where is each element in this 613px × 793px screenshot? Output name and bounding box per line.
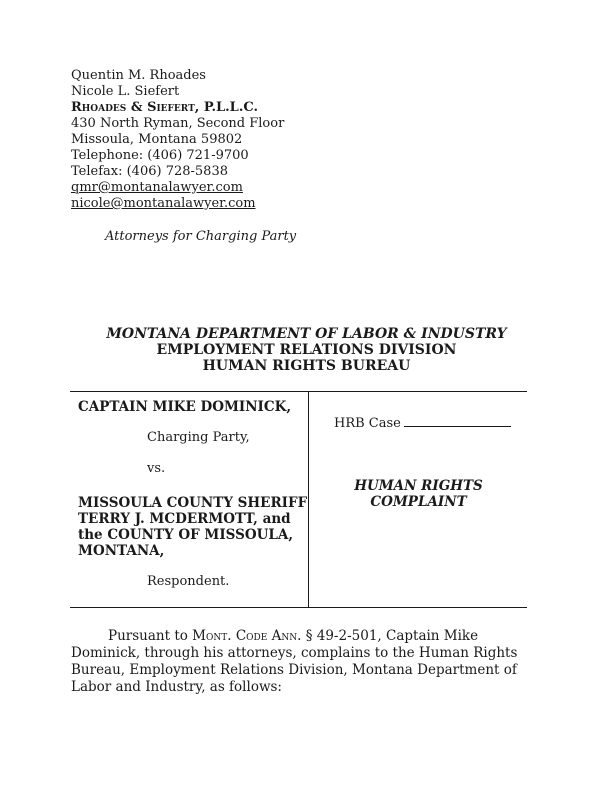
telephone: Telephone: (406) 721-9700 <box>71 148 249 163</box>
hrb-case-label: HRB Case <box>334 416 401 431</box>
attorney-name: Nicole L. Siefert <box>71 84 180 99</box>
statute-citation: Mont. Code Ann. <box>192 628 302 644</box>
intro-text-continued: § 49-2-501, Captain Mike Dominick, through his attorneys, complains to the Human Rights Bureau, Employment Relations Division, Montana Department of Labor and Industry, as follows: <box>71 628 518 695</box>
charging-party-name: CAPTAIN MIKE DOMINICK, <box>78 399 292 415</box>
case-number-blank <box>404 414 511 427</box>
agency-name: MONTANA DEPARTMENT OF LABOR & INDUSTRY <box>106 326 507 342</box>
bureau-name: HUMAN RIGHTS BUREAU <box>202 358 411 374</box>
caption-top-rule <box>70 391 527 392</box>
respondent-line: MONTANA, <box>78 543 165 559</box>
address-line: 430 North Ryman, Second Floor <box>71 116 285 131</box>
telefax: Telefax: (406) 728-5838 <box>71 164 228 179</box>
intro-paragraph <box>71 628 551 696</box>
email-link[interactable]: nicole@montanalawyer.com <box>71 196 256 211</box>
versus-label: vs. <box>147 461 166 476</box>
respondent-line: MISSOULA COUNTY SHERIFF <box>78 495 308 511</box>
hrb-case-field <box>334 414 511 431</box>
email-link[interactable]: qmr@montanalawyer.com <box>71 180 243 195</box>
respondent-line: TERRY J. MCDERMOTT, and <box>78 511 291 527</box>
caption-bottom-rule <box>70 607 527 608</box>
attorneys-for-label: Attorneys for Charging Party <box>105 229 297 244</box>
attorney-block <box>71 68 284 212</box>
title-line: HUMAN RIGHTS <box>354 478 483 494</box>
respondent-role: Respondent. <box>147 574 230 589</box>
respondent-names <box>78 495 307 559</box>
agency-heading <box>0 326 613 374</box>
firm-name: Rhoades & Siefert, P.L.L.C. <box>71 100 258 115</box>
address-line: Missoula, Montana 59802 <box>71 132 243 147</box>
document-title <box>310 478 527 510</box>
division-name: EMPLOYMENT RELATIONS DIVISION <box>156 342 457 358</box>
charging-party-role: Charging Party, <box>147 430 250 445</box>
caption-divider <box>308 391 309 607</box>
respondent-line: the COUNTY OF MISSOULA, <box>78 527 294 543</box>
title-line: COMPLAINT <box>370 494 467 510</box>
intro-text: Pursuant to <box>108 628 193 644</box>
attorney-name: Quentin M. Rhoades <box>71 68 206 83</box>
